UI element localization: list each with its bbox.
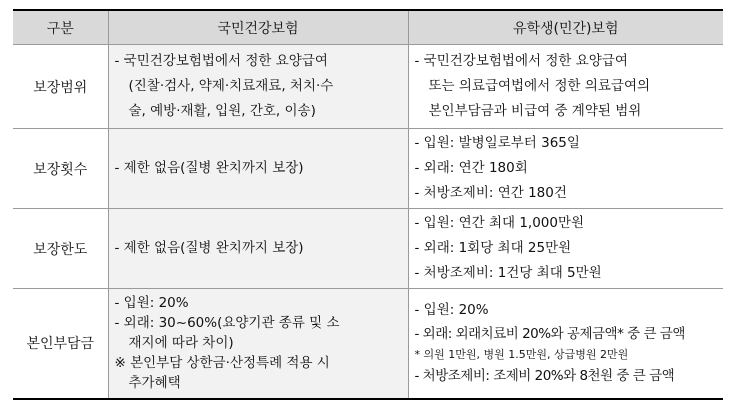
nhi-cell (108, 45, 408, 129)
table-row (13, 45, 723, 129)
cell-line: ※ 본인부담 상한금·산정특례 적용 시 (114, 355, 330, 372)
cell-line: 본인부담금과 비급여 중 계약된 범위 (428, 103, 642, 119)
cell-line: - 입원: 연간 최대 1,000만원 (414, 215, 585, 231)
row-label: 보장한도 (13, 209, 108, 289)
cell-footnote: * 의원 1만원, 병원 1.5만원, 상급병원 2만원 (414, 348, 629, 362)
row-label: 보장횟수 (13, 129, 108, 209)
row-label: 보장범위 (13, 45, 108, 129)
cell-line: - 입원: 20% (114, 295, 189, 312)
private-cell (408, 209, 723, 289)
cell-line: - 처방조제비: 조제비 20%와 8천원 중 큰 금액 (414, 368, 675, 385)
nhi-cell (108, 289, 408, 399)
cell-line: - 제한 없음(질병 완치까지 보장) (114, 240, 304, 256)
row-label: 본인부담금 (13, 289, 108, 399)
table-row (13, 129, 723, 209)
cell-line: - 외래: 외래치료비 20%와 공제금액* 중 큰 금액 (414, 326, 685, 343)
cell-line: 재지에 따라 차이) (128, 335, 234, 352)
cell-line: - 외래: 연간 180회 (414, 160, 528, 176)
comparison-table (13, 9, 723, 400)
table-row (13, 209, 723, 289)
cell-line: - 외래: 30~60%(요양기관 종류 및 소 (114, 315, 340, 332)
private-cell (408, 129, 723, 209)
nhi-cell (108, 129, 408, 209)
cell-line: - 국민건강보험법에서 정한 요양급여 (114, 53, 328, 69)
header-private-insurance: 유학생(민간)보험 (408, 10, 723, 45)
private-cell (408, 45, 723, 129)
cell-line: (진찰·검사, 약제·치료재료, 처치·수 (128, 78, 334, 94)
cell-line: - 처방조제비: 연간 180건 (414, 185, 567, 201)
cell-line: 또는 의료급여법에서 정한 의료급여의 (428, 78, 651, 94)
cell-line: - 처방조제비: 1건당 최대 5만원 (414, 265, 602, 281)
cell-line: - 외래: 1회당 최대 25만원 (414, 240, 572, 256)
cell-line: - 제한 없음(질병 완치까지 보장) (114, 160, 304, 176)
header-row (13, 10, 723, 45)
cell-line: 술, 예방·재활, 입원, 간호, 이송) (128, 103, 316, 119)
cell-line: - 입원: 발병일로부터 365일 (414, 135, 580, 151)
private-cell (408, 289, 723, 399)
cell-line: - 국민건강보험법에서 정한 요양급여 (414, 53, 628, 69)
nhi-cell (108, 209, 408, 289)
table-row (13, 289, 723, 399)
cell-line: 추가혜택 (128, 375, 181, 392)
cell-line: - 입원: 20% (414, 302, 489, 319)
header-national-insurance: 국민건강보험 (108, 10, 408, 45)
header-category: 구분 (13, 10, 108, 45)
